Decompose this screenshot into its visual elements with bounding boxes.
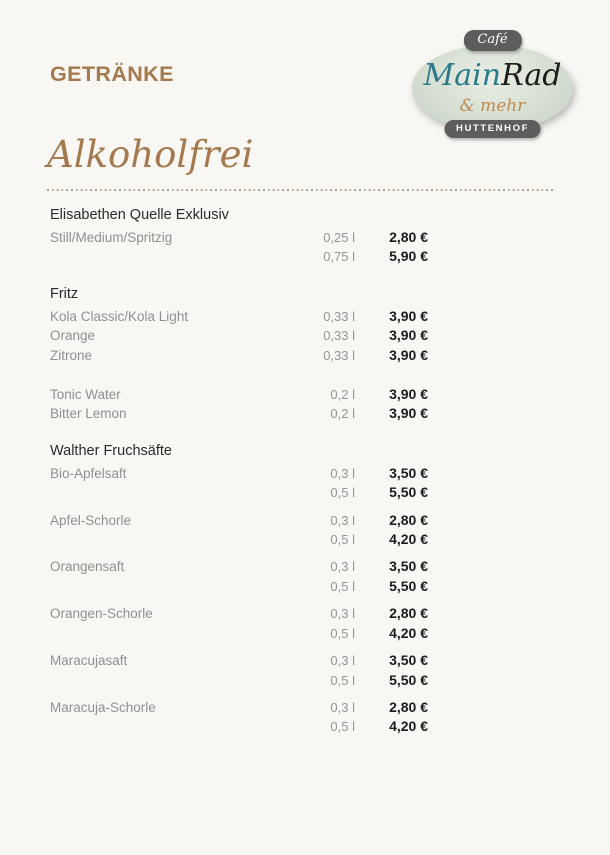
item-size: 0,3 l	[330, 699, 355, 715]
logo-brand-sub: & mehr	[459, 96, 526, 116]
menu-row	[50, 228, 428, 247]
menu-row	[50, 346, 428, 365]
item-size: 0,3 l	[330, 606, 355, 622]
item-label: Maracujasaft	[50, 653, 128, 669]
menu-item	[50, 346, 428, 365]
item-size: 0,2 l	[330, 406, 355, 422]
menu-group	[50, 385, 428, 424]
item-price: 3,90 €	[389, 346, 428, 363]
menu-group	[50, 285, 428, 365]
item-price: 3,50 €	[389, 558, 428, 575]
group-name: Fritz	[50, 285, 79, 302]
logo-huttenhof-badge: HUTTENHOF	[444, 120, 541, 138]
item-size: 0,3 l	[330, 465, 355, 481]
item-label: Bitter Lemon	[50, 406, 127, 422]
item-label: Still/Medium/Spritzig	[50, 230, 173, 245]
menu-item	[50, 698, 428, 737]
item-size: 0,33 l	[323, 347, 355, 363]
item-label: Kola Classic/Kola Light	[50, 308, 189, 324]
menu-item	[50, 404, 428, 423]
item-size: 0,2 l	[330, 387, 355, 403]
item-size: 0,33 l	[323, 308, 355, 324]
item-size: 0,5 l	[330, 719, 355, 735]
group-name: Walther Fruchsäfte	[50, 442, 172, 459]
menu-item	[50, 385, 428, 404]
menu-row	[50, 307, 428, 326]
menu-row	[50, 404, 428, 423]
item-label: Orangen-Schorle	[50, 606, 153, 622]
menu-item	[50, 326, 428, 345]
logo-brand-second: Rad	[501, 58, 562, 93]
menu-row	[50, 604, 428, 623]
menu-row	[50, 464, 428, 483]
item-price: 2,80 €	[389, 511, 428, 528]
item-size: 0,5 l	[330, 532, 355, 548]
menu-row	[50, 511, 428, 530]
item-size: 0,3 l	[330, 559, 355, 575]
item-price: 5,50 €	[389, 484, 428, 501]
item-price: 2,80 €	[389, 605, 428, 622]
menu-item	[50, 604, 428, 643]
menu-item	[50, 651, 428, 690]
logo-brand-first: Main	[423, 58, 502, 93]
menu-row	[50, 651, 428, 670]
menu-row	[50, 530, 428, 549]
menu-row	[50, 385, 428, 404]
menu-row	[50, 483, 428, 502]
menu-item	[50, 511, 428, 550]
item-price: 4,20 €	[389, 718, 428, 735]
item-size: 0,5 l	[330, 578, 355, 594]
section-title: Alkoholfrei	[47, 133, 254, 176]
menu-row	[50, 717, 428, 736]
item-price: 3,90 €	[389, 386, 428, 403]
group-name: Elisabethen Quelle Exklusiv	[50, 207, 229, 223]
menu-list	[50, 197, 428, 737]
menu-item	[50, 307, 428, 326]
dotted-divider	[47, 189, 554, 191]
item-size: 0,5 l	[330, 485, 355, 501]
cafe-mainrad-logo	[412, 28, 573, 138]
menu-row	[50, 671, 428, 690]
menu-row	[50, 624, 428, 643]
menu-item	[50, 464, 428, 503]
item-price: 3,90 €	[389, 307, 428, 324]
item-size: 0,75 l	[323, 249, 355, 265]
menu-row	[50, 326, 428, 345]
item-price: 2,80 €	[389, 698, 428, 715]
item-label: Maracuja-Schorle	[50, 699, 156, 715]
item-price: 4,20 €	[389, 624, 428, 641]
page-title: GETRÄNKE	[50, 62, 174, 86]
item-price: 3,90 €	[389, 327, 428, 344]
item-size: 0,5 l	[330, 625, 355, 641]
item-size: 0,3 l	[330, 512, 355, 528]
item-price: 3,90 €	[389, 405, 428, 422]
menu-row	[50, 247, 428, 266]
menu-row	[50, 577, 428, 596]
item-price: 5,50 €	[389, 577, 428, 594]
menu-group	[50, 206, 428, 267]
item-price: 4,20 €	[389, 531, 428, 548]
item-label: Tonic Water	[50, 387, 121, 403]
item-price: 2,80 €	[389, 229, 428, 245]
item-label: Zitrone	[50, 347, 93, 363]
item-size: 0,5 l	[330, 672, 355, 688]
item-label: Orangensaft	[50, 559, 125, 575]
item-price: 3,50 €	[389, 464, 428, 481]
item-label: Bio-Apfelsaft	[50, 465, 127, 481]
item-price: 5,50 €	[389, 671, 428, 688]
menu-item	[50, 557, 428, 596]
item-size: 0,33 l	[323, 328, 355, 344]
item-price: 5,90 €	[389, 248, 428, 265]
menu-group	[50, 442, 428, 737]
item-price: 3,50 €	[389, 652, 428, 669]
logo-brand-name	[412, 58, 573, 94]
item-label: Apfel-Schorle	[50, 512, 132, 528]
item-label: Orange	[50, 328, 96, 344]
logo-cafe-badge: Café	[463, 30, 521, 51]
item-size: 0,25 l	[323, 230, 355, 245]
item-size: 0,3 l	[330, 653, 355, 669]
menu-row	[50, 698, 428, 717]
menu-row	[50, 557, 428, 576]
menu-item	[50, 228, 428, 267]
